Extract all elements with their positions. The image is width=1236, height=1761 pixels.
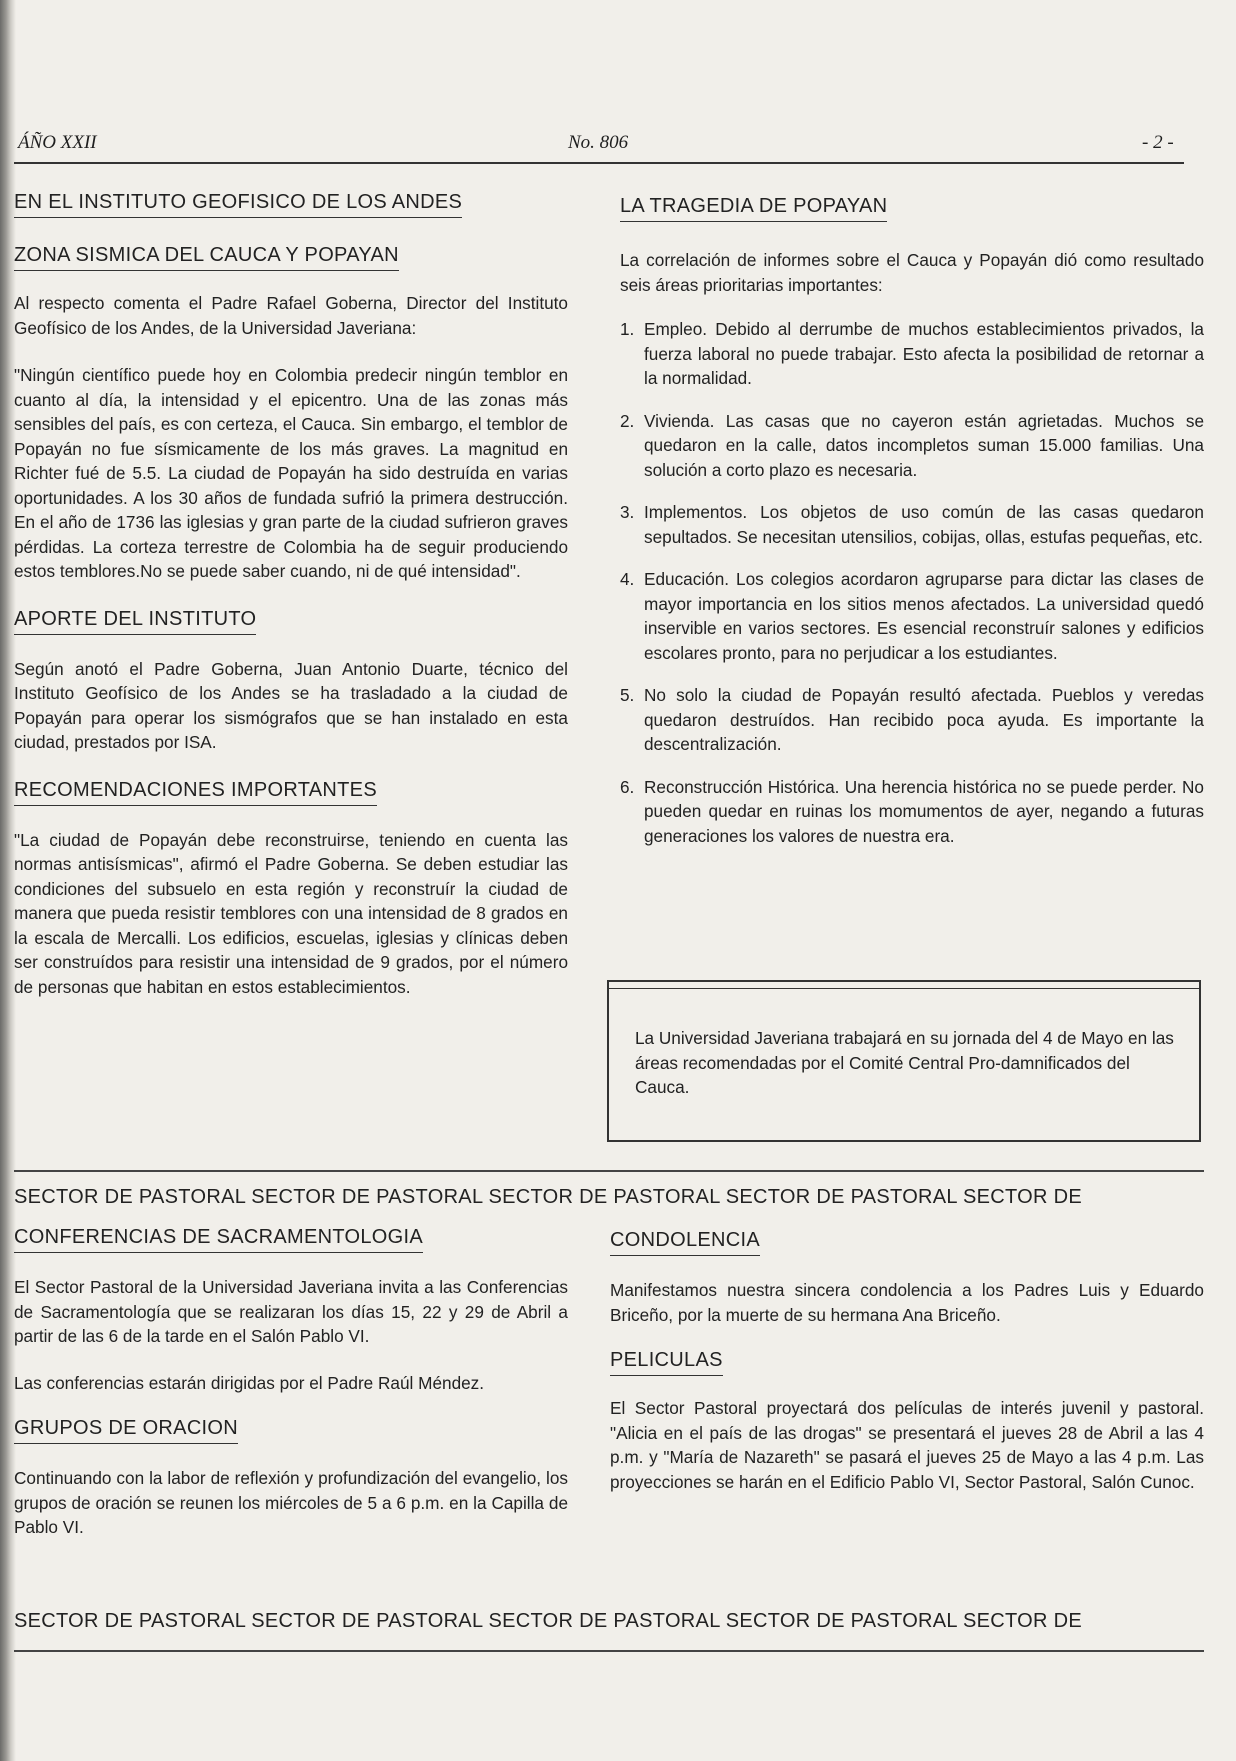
paragraph-goberna-intro: Al respecto comenta el Padre Rafael Goberna, Director del Instituto Geofísico de los Andes, de la Universidad Javeriana: — [14, 293, 568, 338]
paragraph-condolencia: Manifestamos nuestra sincera condolencia a los Padres Luis y Eduardo Briceño, por la muerte de su hermana Ana Briceño. — [610, 1280, 1204, 1325]
sector-pastoral-band-top: SECTOR DE PASTORAL SECTOR DE PASTORAL SECTOR DE PASTORAL SECTOR DE PASTORAL SECTOR DE — [14, 1186, 1082, 1208]
band-top-rule — [14, 1170, 1204, 1172]
list-item: 5. No solo la ciudad de Popayán resultó afectada. Pueblos y veredas quedaron destruídos. Han recibido poca ayuda. Es importante la descentralización. — [620, 685, 1204, 754]
paragraph-goberna-quote: "Ningún científico puede hoy en Colombia predecir ningún temblor en cuanto al día, la intensidad y el epicentro. Una de las zonas más sensibles del país, es con certeza, el Cauca. Sin embargo, el temblor de Popayán no fue sísmicamente de los más graves. La magnitud en Richter fué de 5.5. La ciudad de Popayán ha sido destruída en varias oportunidades. A los 30 años de fundada sufrió la primera destrucción. En el año de 1736 las iglesias y gran parte de la ciudad sufrieron graves pérdidas. La corteza terrestre de Colombia ha de seguir produciendo estos temblores.No se puede saber cuando, ni de qué intensidad". — [14, 365, 568, 581]
heading-aporte-instituto: APORTE DEL INSTITUTO — [14, 608, 256, 635]
heading-instituto-geofisico: EN EL INSTITUTO GEOFISICO DE LOS ANDES — [14, 191, 462, 218]
paragraph-peliculas: El Sector Pastoral proyectará dos películas de interés juvenil y pastoral. "Alicia en el país de las drogas" se presentará el jueves 28 de Abril a las 4 p.m. y "María de Nazareth" se pasará el jueves 25 de Mayo a las 4 p.m. Las proyecciones se harán en el Edificio Pablo VI, Sector Pastoral, Salón Cunoc. — [610, 1398, 1204, 1492]
pastoral-right-column — [610, 1229, 1204, 1494]
heading-tragedia-popayan: LA TRAGEDIA DE POPAYAN — [620, 195, 887, 222]
header-rule — [14, 162, 1184, 164]
heading-conferencias: CONFERENCIAS DE SACRAMENTOLOGIA — [14, 1226, 423, 1253]
list-item: 6. Reconstrucción Histórica. Una herencia histórica no se puede perder. No pueden quedar en ruinas los momumentos de ayer, negando a futuras generaciones los valores de nuestra era. — [620, 776, 1204, 846]
list-item: 1. Empleo. Debido al derrumbe de muchos establecimientos privados, la fuerza laboral no puede trabajar. Esto afecta la posibilidad de retornar a la normalidad. — [620, 319, 1204, 388]
paragraph-conferencias-padre: Las conferencias estarán dirigidas por el Padre Raúl Méndez. — [14, 1372, 485, 1393]
header-year: ÁÑO XXII — [18, 132, 97, 153]
band-bottom-rule — [14, 1650, 1204, 1652]
header-page-number: - 2 - — [1142, 132, 1174, 153]
header-issue-number: No. 806 — [568, 132, 629, 153]
sector-pastoral-band-bottom: SECTOR DE PASTORAL SECTOR DE PASTORAL SECTOR DE PASTORAL SECTOR DE PASTORAL SECTOR DE — [14, 1610, 1082, 1632]
paragraph-aporte: Según anotó el Padre Goberna, Juan Antonio Duarte, técnico del Instituto Geofísico de los Andes se ha trasladado a la ciudad de Popayán para operar los sismógrafos que se han instalado en esta ciudad, prestados por ISA. — [14, 658, 568, 752]
notice-text: La Universidad Javeriana trabajará en su jornada del 4 de Mayo en las áreas recomendadas por el Comité Central Pro-damnificados del Cauca. — [635, 1028, 1174, 1097]
right-column — [620, 195, 1204, 848]
paragraph-recomendaciones: "La ciudad de Popayán debe reconstruirse, teniendo en cuenta las normas antisísmicas", afirmó el Padre Goberna. Se deben estudiar las condiciones del subsuelo en esta región y reconstruír la ciudad de manera que pueda resistir temblores con una intensidad de 8 grados en la escala de Mercalli. Los edificios, escuelas, iglesias y clínicas deben ser construídos para resistir una intensidad de 9 grados, por el número de personas que habitan en estos establecimientos. — [14, 829, 568, 997]
paragraph-conferencias: El Sector Pastoral de la Universidad Javeriana invita a las Conferencias de Sacramentología que se realizaran los días 15, 22 y 29 de Abril a partir de las 6 de la tarde en el Salón Pablo VI. — [14, 1277, 568, 1346]
heading-zona-sismica: ZONA SISMICA DEL CAUCA Y POPAYAN — [14, 244, 399, 271]
pastoral-left-column — [14, 1226, 568, 1540]
left-column — [14, 191, 568, 999]
heading-grupos-oracion: GRUPOS DE ORACION — [14, 1417, 238, 1444]
heading-condolencia: CONDOLENCIA — [610, 1229, 760, 1256]
notice-box-double-rule — [607, 988, 1201, 989]
paragraph-tragedia-intro: La correlación de informes sobre el Cauca y Popayán dió como resultado seis áreas prioritarias importantes: — [620, 250, 1204, 295]
list-item: 2. Vivienda. Las casas que no cayeron están agrietadas. Muchos se quedaron en la calle, datos incompletos suman 15.000 familias. Una solución a corto plazo es necesaria. — [620, 410, 1204, 480]
heading-peliculas: PELICULAS — [610, 1349, 723, 1376]
paragraph-grupos-oracion: Continuando con la labor de reflexión y profundización del evangelio, los grupos de oración se reunen los miércoles de 5 a 6 p.m. en la Capilla de Pablo VI. — [14, 1468, 568, 1537]
javeriana-notice-box — [607, 980, 1201, 1142]
list-item: 4. Educación. Los colegios acordaron agruparse para dictar las clases de mayor importancia en los sitios menos afectados. La universidad quedó inservible en varios sectores. Es esencial reconstruír salones y edificios escolares pronto, para no perjudicar a los estudiantes. — [620, 569, 1204, 663]
heading-recomendaciones: RECOMENDACIONES IMPORTANTES — [14, 779, 377, 806]
list-item: 3. Implementos. Los objetos de uso común de las casas quedaron sepultados. Se necesitan utensilios, cobijas, ollas, estufas pequeñas, etc. — [620, 502, 1204, 547]
